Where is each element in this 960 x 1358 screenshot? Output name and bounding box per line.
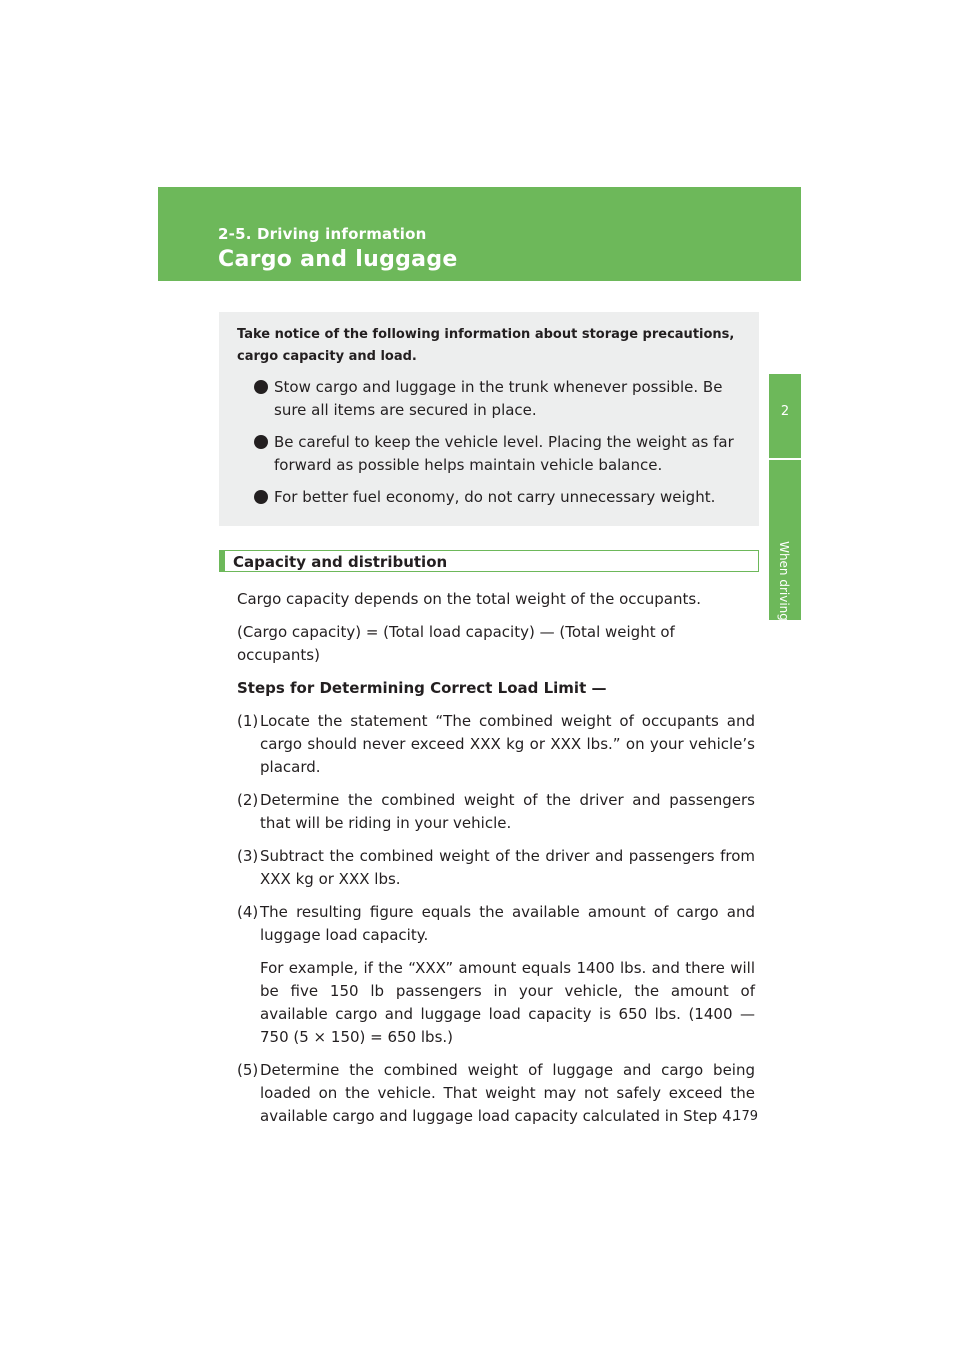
step-text: Subtract the combined weight of the driver and passengers from XXX kg or XXX lbs.	[260, 847, 755, 888]
chapter-name: When driving	[777, 541, 791, 621]
page-title: Cargo and luggage	[218, 247, 458, 272]
intro-text: Take notice of the following information about storage precautions, cargo capacity and load.	[237, 327, 735, 364]
chapter-number: 2	[780, 404, 790, 419]
intro-bullet	[237, 486, 741, 509]
bullet-text: Stow cargo and luggage in the trunk whenever possible. Be sure all items are secured in place.	[274, 378, 723, 419]
page-number: 179	[733, 1109, 758, 1124]
step-number: (2)	[237, 791, 259, 809]
step-text: The resulting figure equals the available amount of cargo and luggage load capacity.	[260, 903, 755, 944]
section-heading: Capacity and distribution	[233, 553, 448, 571]
intro-box	[219, 312, 759, 526]
step-item	[237, 1059, 755, 1128]
step-number: (3)	[237, 847, 259, 865]
step-text: Determine the combined weight of the driver and passengers that will be riding in your vehicle.	[260, 791, 755, 832]
chapter-number-tab	[769, 374, 801, 458]
step-item	[237, 845, 755, 891]
bullet-dot-icon	[254, 490, 268, 504]
step-number: (1)	[237, 712, 259, 730]
section-body	[237, 588, 755, 1138]
header-band	[158, 187, 801, 281]
bullet-dot-icon	[254, 380, 268, 394]
intro-bullet	[237, 431, 741, 477]
bullet-dot-icon	[254, 435, 268, 449]
step-number: (5)	[237, 1061, 259, 1079]
step-example: For example, if the “XXX” amount equals 1400 lbs. and there will be five 150 lb passengers in your vehicle, the amount of available cargo and luggage load capacity is 650 lbs. (1400 — 750 (5 × 150) = 650 lbs.)	[260, 959, 755, 1046]
section-heading-bar	[219, 550, 225, 572]
step-text: Determine the combined weight of luggage and cargo being loaded on the vehicle. That weight may not safely exceed the available cargo and luggage load capacity calculated in Step 4.	[260, 1061, 755, 1125]
intro-bullet	[237, 376, 741, 422]
step-text: Locate the statement “The combined weight of occupants and cargo should never exceed XXX kg or XXX lbs.” on your vehicle’s placard.	[260, 712, 755, 776]
section-heading-box	[219, 550, 759, 572]
step-item	[237, 901, 755, 947]
step-item	[237, 710, 755, 779]
bullet-text: For better fuel economy, do not carry unnecessary weight.	[274, 488, 716, 506]
section-label: 2-5. Driving information	[218, 225, 427, 243]
steps-heading: Steps for Determining Correct Load Limit —	[237, 679, 607, 697]
chapter-name-wrapper	[776, 537, 792, 627]
capacity-formula: (Cargo capacity) = (Total load capacity) — (Total weight of occupants)	[237, 623, 675, 664]
step-item	[237, 789, 755, 835]
body-paragraph: Cargo capacity depends on the total weight of the occupants.	[237, 590, 701, 608]
bullet-text: Be careful to keep the vehicle level. Placing the weight as far forward as possible helps maintain vehicle balance.	[274, 433, 734, 474]
step-number: (4)	[237, 903, 259, 921]
